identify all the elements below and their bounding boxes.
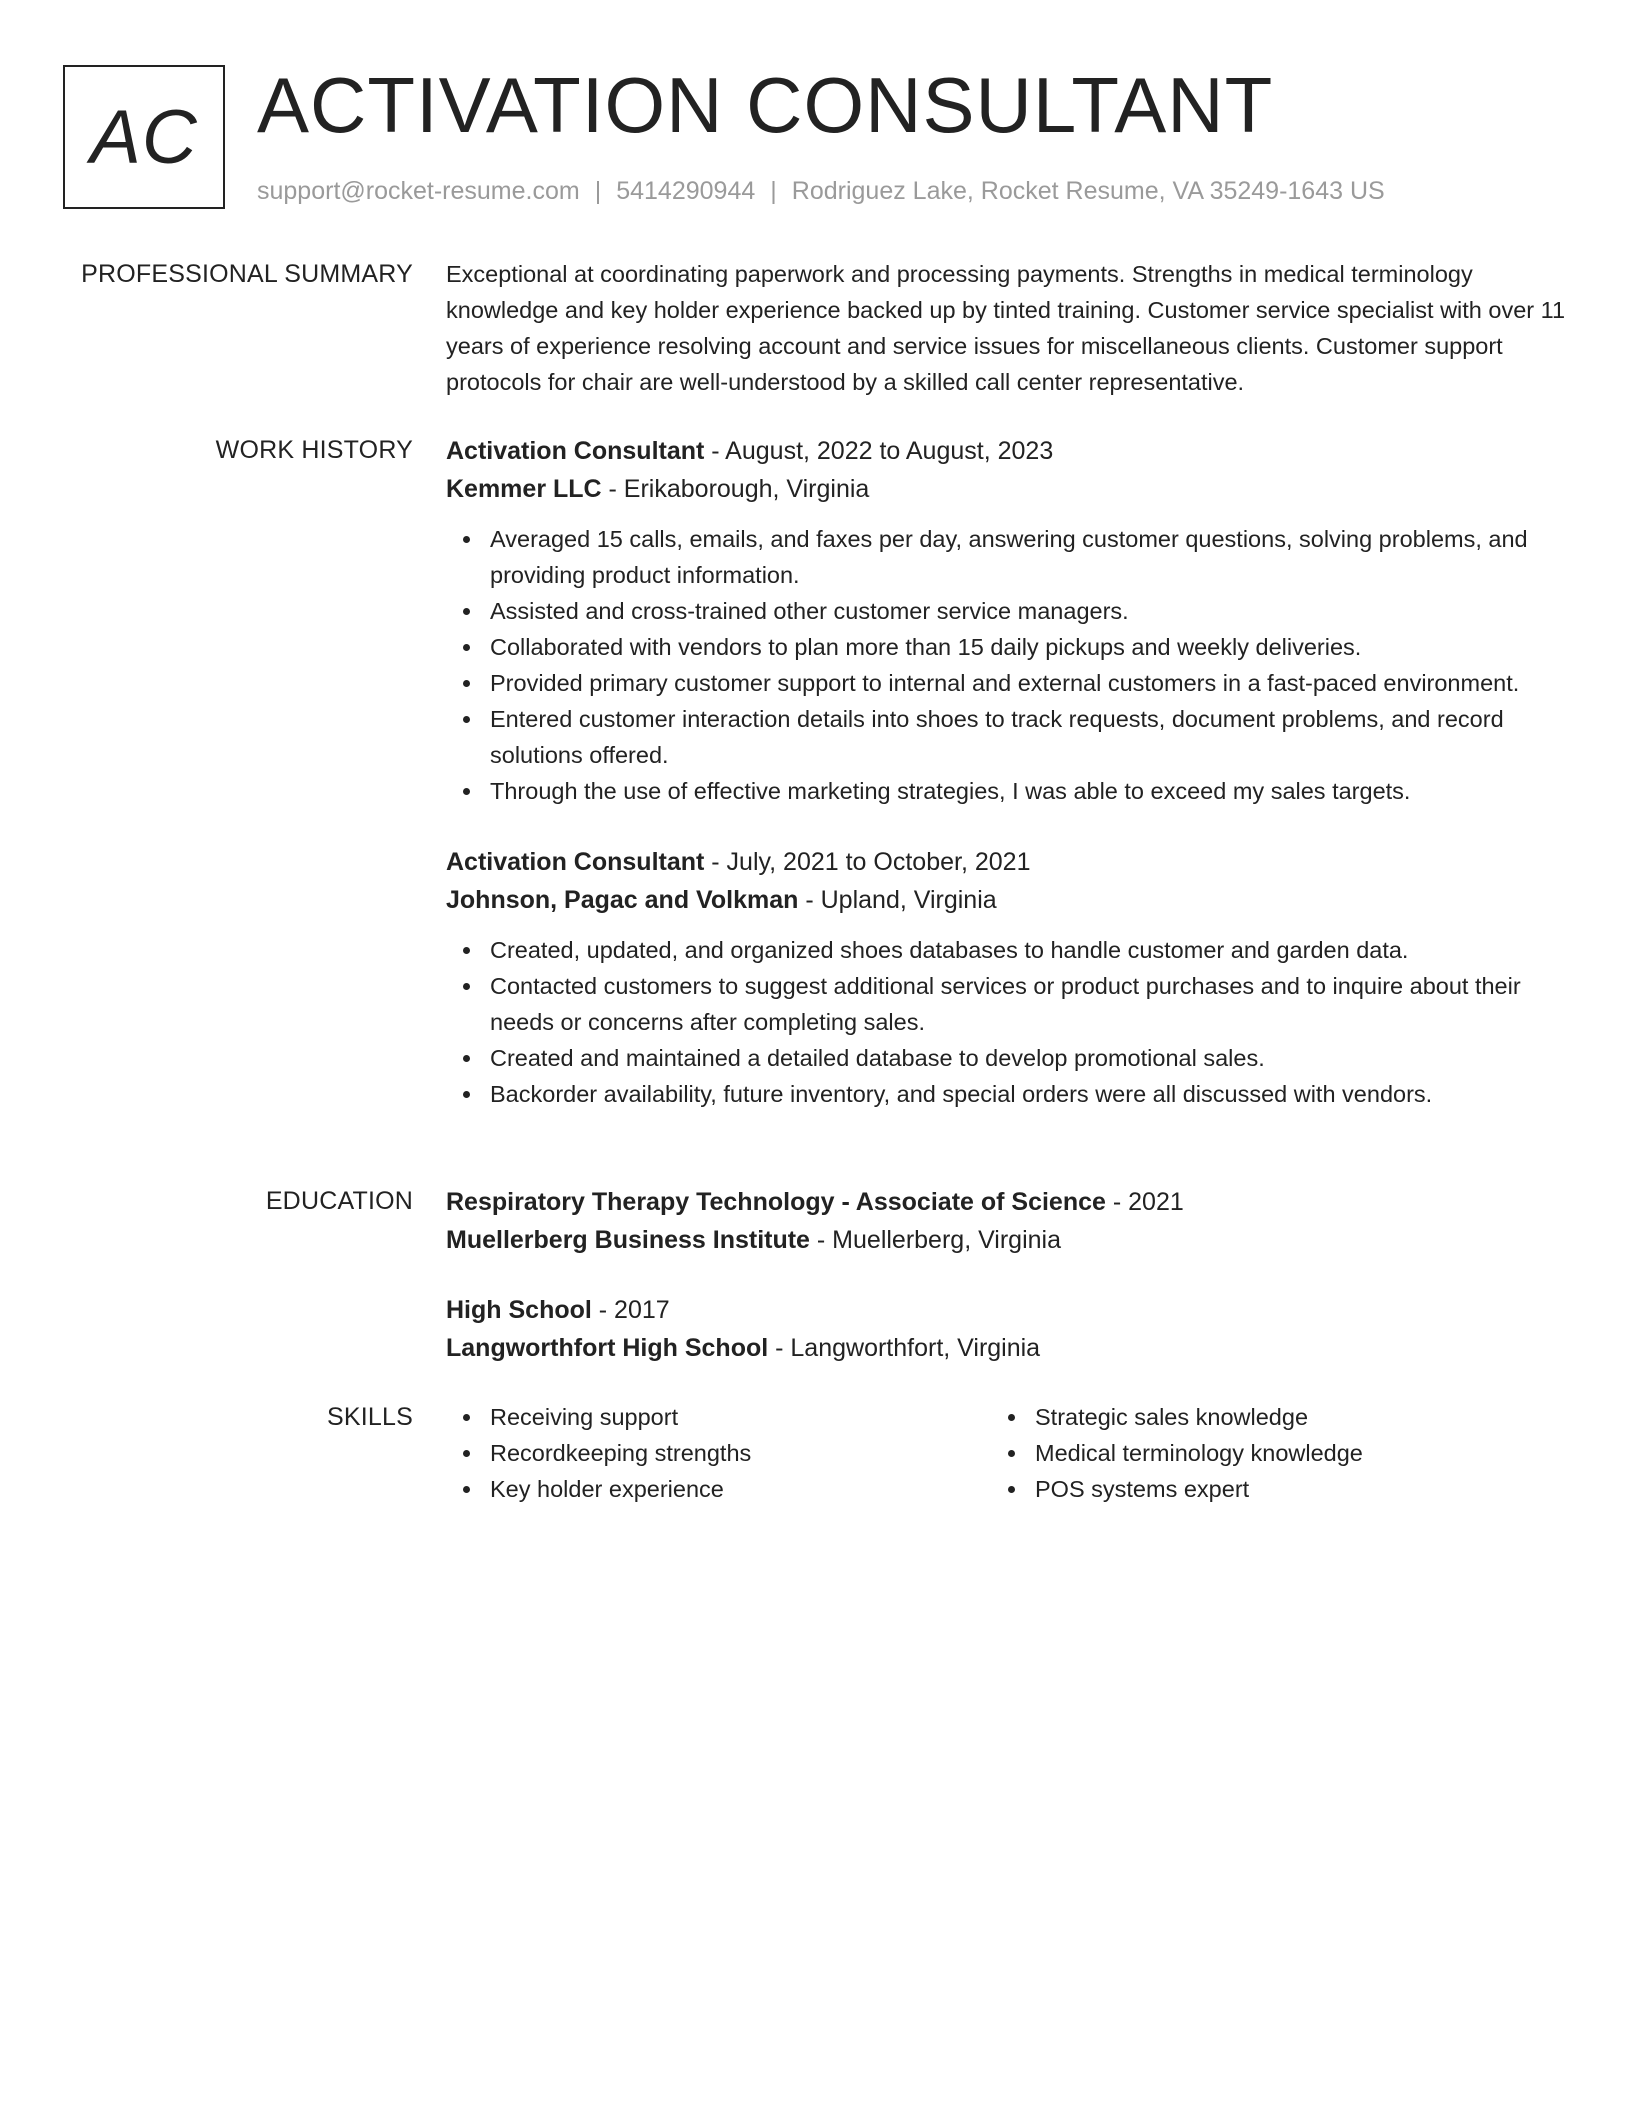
- job-company: Kemmer LLC: [446, 475, 602, 503]
- job-company-line: [446, 881, 1569, 919]
- job-bullet: Through the use of effective marketing strategies, I was able to exceed my sales targets.: [446, 773, 1569, 809]
- education-entry: [446, 1183, 1569, 1259]
- job-bullet: Collaborated with vendors to plan more than 15 daily pickups and weekly deliveries.: [446, 629, 1569, 665]
- education-school-line: [446, 1221, 1569, 1259]
- job-bullet: Contacted customers to suggest additional services or product purchases and to inquire about their needs or concerns after completing sales.: [446, 968, 1569, 1040]
- job-bullet: Entered customer interaction details into shoes to track requests, document problems, and record solutions offered.: [446, 701, 1569, 773]
- job-dates: - July, 2021 to October, 2021: [704, 848, 1031, 876]
- skill-item: Strategic sales knowledge: [991, 1399, 1536, 1435]
- resume-header: [63, 61, 1569, 210]
- skills-column-right: [991, 1399, 1536, 1507]
- skills-columns: [446, 1399, 1569, 1507]
- job-dates: - August, 2022 to August, 2023: [704, 437, 1054, 465]
- contact-separator: |: [770, 177, 777, 205]
- job-bullets: [446, 521, 1569, 809]
- job-title-line: [446, 843, 1569, 881]
- education-entry: [446, 1291, 1569, 1367]
- job-company: Johnson, Pagac and Volkman: [446, 886, 799, 914]
- education-school-line: [446, 1329, 1569, 1367]
- education-year: - 2017: [591, 1296, 670, 1324]
- contact-separator: |: [594, 177, 602, 205]
- contact-address: Rodriguez Lake, Rocket Resume, VA 35249-1643 US: [791, 177, 1385, 205]
- education-degree: High School: [446, 1296, 592, 1324]
- skill-item: POS systems expert: [991, 1471, 1536, 1507]
- education-degree-line: [446, 1291, 1569, 1329]
- job-bullet: Provided primary customer support to internal and external customers in a fast-paced environment.: [446, 665, 1569, 701]
- job-title: Activation Consultant: [446, 437, 705, 465]
- skills-body: [446, 1399, 1569, 1507]
- skill-item: Receiving support: [446, 1399, 991, 1435]
- job-bullet: Created, updated, and organized shoes databases to handle customer and garden data.: [446, 932, 1569, 968]
- education-degree-line: [446, 1183, 1569, 1221]
- job-entry: [446, 843, 1569, 1112]
- skill-item: Medical terminology knowledge: [991, 1435, 1536, 1471]
- summary-text: Exceptional at coordinating paperwork and processing payments. Strengths in medical terminology knowledge and key holder experience backed up by tinted training. Customer service specialist with over 11 years of experience resolving account and service issues for miscellaneous clients. Customer support protocols for chair are well-understood by a skilled call center representative.: [446, 261, 1566, 395]
- job-title: Activation Consultant: [446, 848, 705, 876]
- education-school: Muellerberg Business Institute: [446, 1226, 810, 1254]
- job-entry: [446, 432, 1569, 809]
- education-location: - Muellerberg, Virginia: [809, 1226, 1062, 1254]
- job-bullets: [446, 932, 1569, 1112]
- section-label-skills: SKILLS: [327, 1403, 413, 1431]
- job-bullet: Assisted and cross-trained other customer service managers.: [446, 593, 1569, 629]
- skill-item: Key holder experience: [446, 1471, 991, 1507]
- job-location: - Erikaborough, Virginia: [601, 475, 870, 503]
- monogram-badge: AC: [63, 65, 225, 209]
- candidate-title: ACTIVATION CONSULTANT: [257, 61, 1274, 149]
- job-title-line: [446, 432, 1569, 470]
- education-school: Langworthfort High School: [446, 1334, 769, 1362]
- job-bullet: Backorder availability, future inventory, and special orders were all discussed with vendors.: [446, 1076, 1569, 1112]
- job-bullet: Averaged 15 calls, emails, and faxes per day, answering customer questions, solving problems, and providing product information.: [446, 521, 1569, 593]
- education-year: - 2021: [1105, 1188, 1184, 1216]
- education-degree: Respiratory Therapy Technology - Associate of Science: [446, 1188, 1106, 1216]
- contact-email: support@rocket-resume.com: [257, 177, 580, 205]
- work-history-body: [446, 432, 1569, 1146]
- contact-line: [257, 176, 1385, 206]
- job-location: - Upland, Virginia: [798, 886, 997, 914]
- section-label-summary: PROFESSIONAL SUMMARY: [81, 260, 413, 288]
- contact-phone: 5414290944: [616, 177, 756, 205]
- education-location: - Langworthfort, Virginia: [768, 1334, 1041, 1362]
- summary-body: [446, 256, 1569, 400]
- education-body: [446, 1183, 1569, 1399]
- section-label-work-history: WORK HISTORY: [215, 436, 413, 464]
- skills-column-left: [446, 1399, 991, 1507]
- job-company-line: [446, 470, 1569, 508]
- job-bullet: Created and maintained a detailed database to develop promotional sales.: [446, 1040, 1569, 1076]
- skill-item: Recordkeeping strengths: [446, 1435, 991, 1471]
- section-label-education: EDUCATION: [265, 1187, 413, 1215]
